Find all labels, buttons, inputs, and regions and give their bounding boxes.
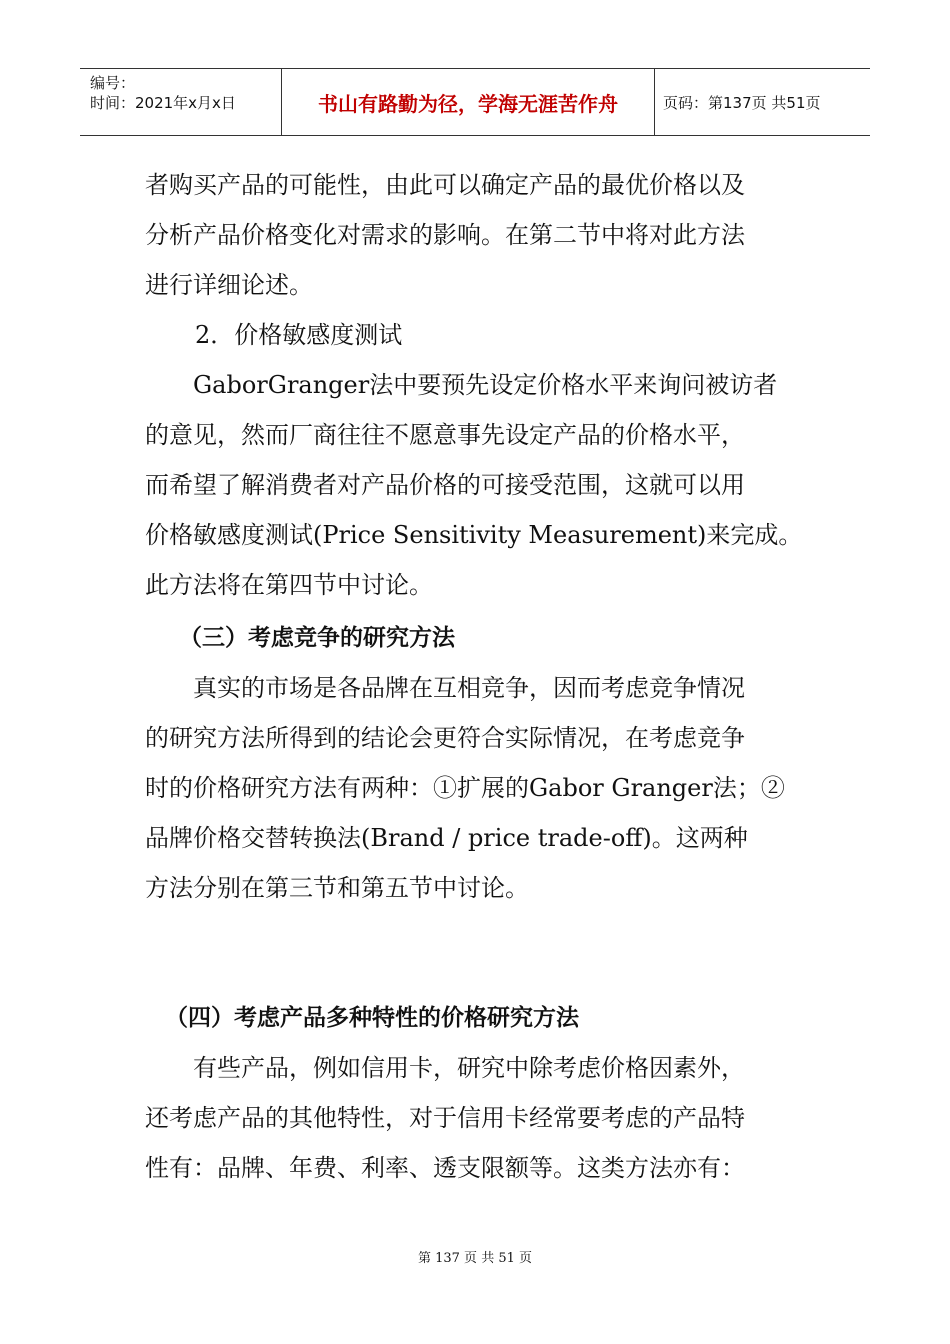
- section-heading: （三）考虑竞争的研究方法: [179, 625, 455, 651]
- section-heading: （四）考虑产品多种特性的价格研究方法: [165, 1005, 579, 1031]
- paragraph-line: 真实的市场是各品牌在互相竞争，因而考虑竞争情况: [193, 674, 745, 702]
- paragraph-line: 者购买产品的可能性，由此可以确定产品的最优价格以及: [145, 171, 745, 199]
- paragraph-line: 而希望了解消费者对产品价格的可接受范围，这就可以用: [145, 471, 745, 499]
- paragraph-line: 分析产品价格变化对需求的影响。在第二节中将对此方法: [145, 221, 745, 249]
- paragraph-line: 进行详细论述。: [145, 271, 313, 299]
- time-label: 时间：2021年x月x日: [90, 94, 236, 112]
- paragraph-line: 价格敏感度测试(Price Sensitivity Measurement)来完成。: [145, 521, 803, 549]
- paragraph-line: 性有：品牌、年费、利率、透支限额等。这类方法亦有：: [145, 1154, 745, 1182]
- page-header: [80, 68, 870, 136]
- paragraph-line: 品牌价格交替转换法(Brand / price trade-off)。这两种: [145, 824, 748, 852]
- paragraph-line: GaborGranger法中要预先设定价格水平来询问被访者: [193, 371, 778, 399]
- paragraph-line: 此方法将在第四节中讨论。: [145, 571, 433, 599]
- paragraph-line: 方法分别在第三节和第五节中讨论。: [145, 874, 529, 902]
- header-meta: [80, 69, 282, 135]
- paragraph-line: 有些产品，例如信用卡，研究中除考虑价格因素外，: [193, 1054, 745, 1082]
- paragraph-line: 时的价格研究方法有两种：①扩展的Gabor Granger法；②: [145, 774, 785, 802]
- document-body: [145, 160, 815, 1193]
- header-motto: 书山有路勤为径，学海无涯苦作舟: [282, 69, 655, 135]
- header-page-info: 页码：第137页 共51页: [663, 93, 821, 112]
- list-item-heading: 2．价格敏感度测试: [195, 321, 403, 349]
- number-label: 编号：: [90, 74, 136, 92]
- paragraph-line: 的研究方法所得到的结论会更符合实际情况，在考虑竞争: [145, 724, 745, 752]
- paragraph-line: 还考虑产品的其他特性，对于信用卡经常要考虑的产品特: [145, 1104, 745, 1132]
- paragraph-line: 的意见，然而厂商往往不愿意事先设定产品的价格水平，: [145, 421, 745, 449]
- page-footer: 第 137 页 共 51 页: [417, 1251, 533, 1266]
